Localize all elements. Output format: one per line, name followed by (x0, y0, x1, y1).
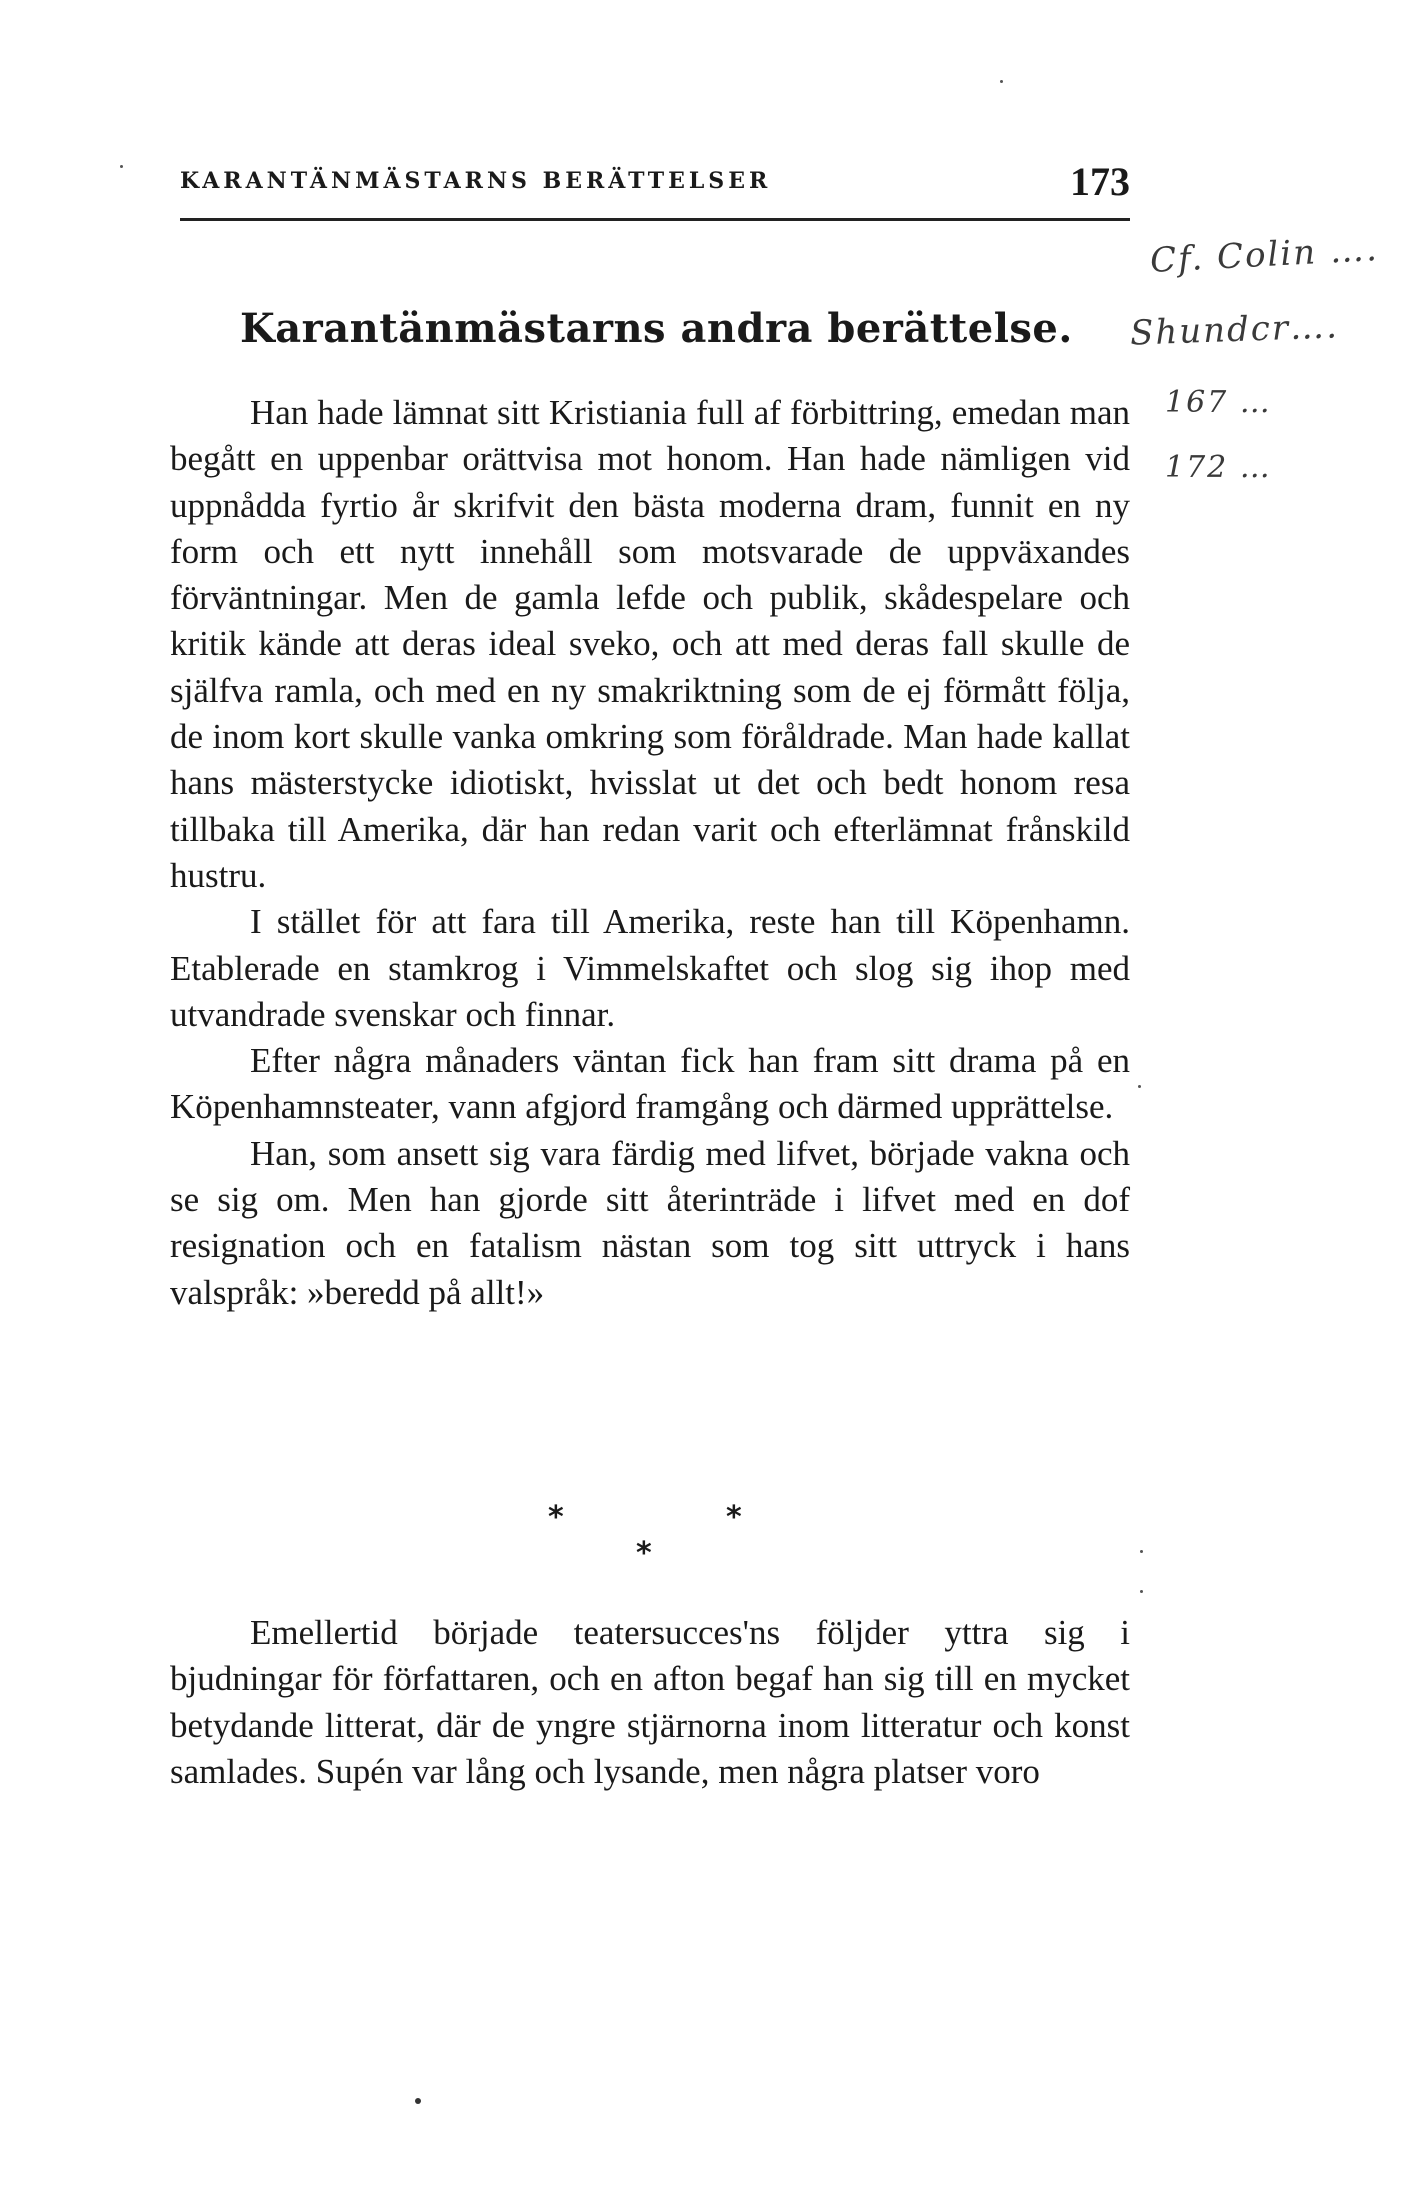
print-speck (415, 2098, 421, 2104)
paragraph-4: Han, som ansett sig vara färdig med lifvet, började vakna och se sig om. Men han gjorde sitt återinträde i lifvet med en dof resignation och en fatalism nästan som tog sitt uttryck i hans valspråk: »beredd på allt!» (170, 1133, 1130, 1312)
main-text (170, 390, 1130, 1316)
margin-note-2: Shundcr…. (1129, 306, 1340, 354)
chapter-title: Karantänmästarns andra berättelse. (240, 305, 1073, 352)
page-number: 173 (1070, 159, 1130, 204)
margin-note-4: 172 … (1165, 450, 1272, 485)
print-speck (1000, 80, 1003, 83)
paragraph-1: Han hade lämnat sitt Kristiania full af förbittring, emedan man begått en uppenbar orättvisa mot honom. Han hade nämligen vid uppnådda fyrtio år skrifvit den bästa moderna dram, funnit en ny form och ett nytt innehåll som motsvarade de uppväxandes förväntningar. Men de gamla lefde och publik, skådespelare och kritik kände att deras ideal sveko, och att med deras fall skulle de själfva ramla, och med en ny smakriktning som de ej förmått följa, de inom kort skulle vanka omkring som föråldrade. Man hade kallat hans mästerstycke idiotiskt, hvisslat ut det och bedt honom resa tillbaka till Amerika, där han redan varit och efterlämnat frånskild hustru. (170, 393, 1130, 895)
paragraph-2: I stället för att fara till Amerika, reste han till Köpenhamn. Etablerade en stamkrog i Vimmelskaftet och slog sig ihop med utvandrade svenskar och finnar. (170, 902, 1130, 1034)
margin-note-3: 167 … (1165, 385, 1272, 420)
paragraph-3: Efter några månaders väntan fick han fram sitt drama på en Köpenhamnsteater, vann afgjord framgång och därmed upprättelse. (170, 1041, 1130, 1127)
print-speck (1140, 1590, 1143, 1593)
print-speck (1140, 1550, 1143, 1553)
running-title: KARANTÄNMÄSTARNS BERÄTTELSER (180, 168, 772, 194)
print-speck (1138, 1085, 1141, 1088)
running-header (180, 159, 1130, 221)
section-break (0, 1500, 1413, 1580)
print-speck (120, 165, 123, 168)
asterisk-left: * (548, 1500, 564, 1535)
paragraph-5: Emellertid började teatersucces'ns följder yttra sig i bjudningar för författaren, och en afton begaf han sig till en mycket betydande litterat, där de yngre stjärnorna inom litteratur och konst samlades. Supén var lång och lysande, men några platser voro (170, 1613, 1130, 1791)
asterisk-right: * (726, 1500, 742, 1535)
margin-note-1: Cf. Colin …. (1149, 229, 1380, 281)
asterisk-center: * (636, 1536, 652, 1571)
continued-text (170, 1610, 1130, 1795)
